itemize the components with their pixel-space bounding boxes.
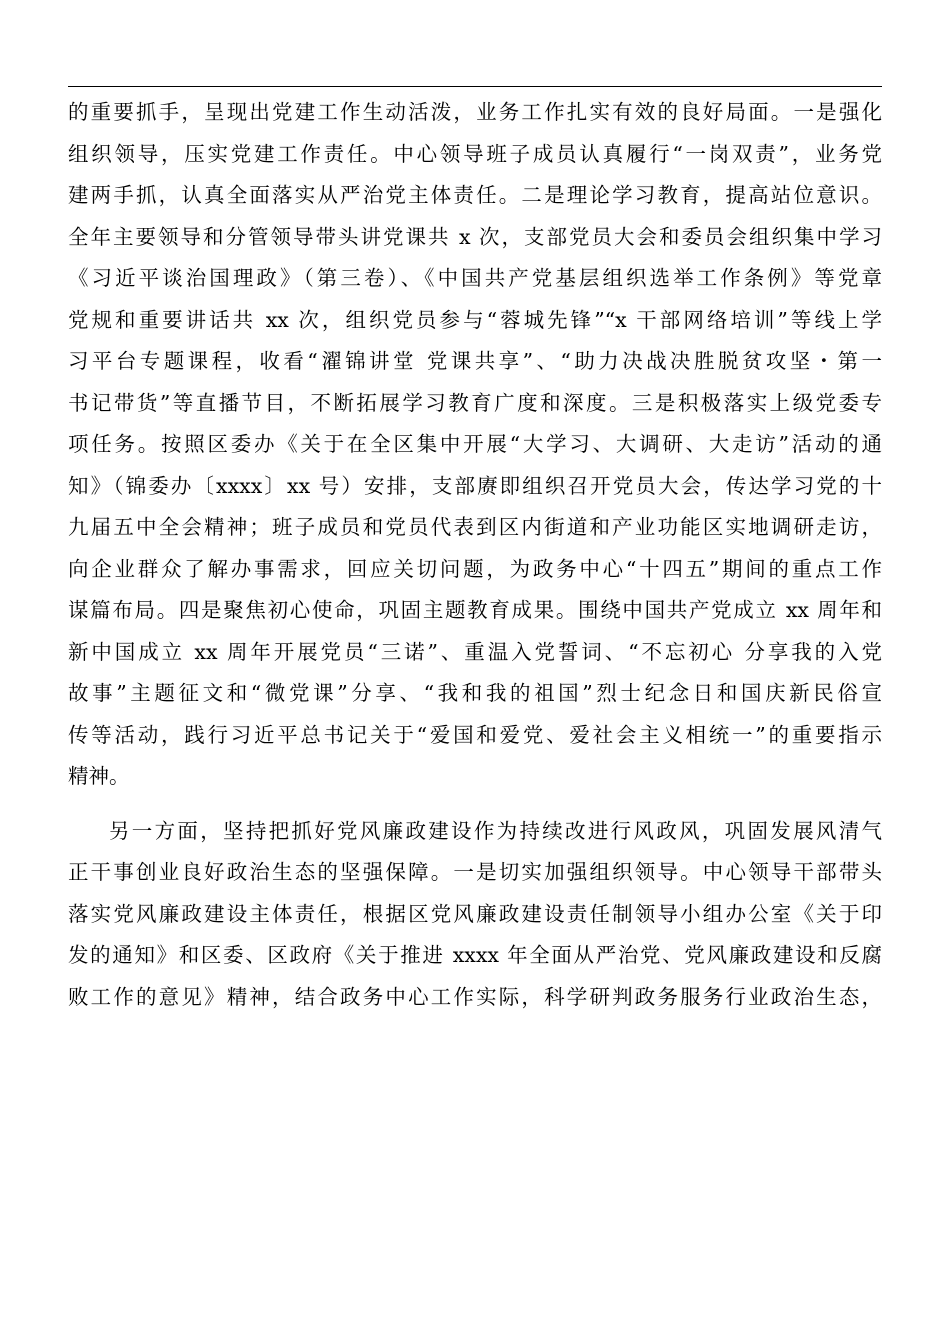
text-line: 新中国成立 xx 周年开展党员“三诺”、重温入党誓词、“不忘初心 分享我的入党 — [68, 639, 882, 664]
text-line: 正干事创业良好政治生态的坚强保障。一是切实加强组织领导。中心领导干部带头 — [68, 860, 882, 884]
text-line: 的重要抓手，呈现出党建工作生动活泼，业务工作扎实有效的良好局面。一是强化 — [68, 100, 882, 124]
text-line: 书记带货”等直播节目，不断拓展学习教育广度和深度。三是积极落实上级党委专 — [68, 390, 882, 415]
text-line: 败工作的意见》精神，结合政务中心工作实际，科学研判政务服务行业政治生态， — [68, 984, 882, 1009]
text-line: 《习近平谈治国理政》（第三卷）、《中国共产党基层组织选举工作条例》等党章 — [68, 266, 882, 290]
paragraph-2 — [68, 811, 882, 1019]
text-line: 传等活动，践行习近平总书记关于“爱国和爱党、爱社会主义相统一”的重要指示 — [68, 722, 882, 747]
text-line: 落实党风廉政建设主体责任，根据区党风廉政建设责任制领导小组办公室《关于印 — [68, 901, 882, 926]
paragraph-gap — [68, 798, 882, 811]
text-line: 习平台专题课程，收看“濯锦讲堂 党课共享”、“助力决战决胜脱贫攻坚・第一 — [68, 349, 882, 373]
text-line: 党规和重要讲话共 xx 次，组织党员参与“蓉城先锋”“x 干部网络培训”等线上学 — [68, 307, 882, 332]
text-line: 建两手抓，认真全面落实从严治党主体责任。二是理论学习教育，提高站位意识。 — [68, 183, 882, 207]
body-text — [68, 92, 882, 1018]
text-line: 知》（锦委办〔xxxx〕xx 号）安排，支部赓即组织召开党员大会，传达学习党的十 — [68, 473, 882, 498]
text-line: 全年主要领导和分管领导带头讲党课共 x 次，支部党员大会和委员会组织集中学习 — [68, 224, 882, 249]
paragraph-1 — [68, 92, 882, 798]
text-line: 故事”主题征文和“微党课”分享、“我和我的祖国”烈士纪念日和国庆新民俗宣 — [68, 681, 882, 705]
text-line: 发的通知》和区委、区政府《关于推进 xxxx 年全面从严治党、党风廉政建设和反腐 — [68, 943, 882, 967]
text-line: 向企业群众了解办事需求，回应关切问题，为政务中心“十四五”期间的重点工作 — [68, 556, 882, 581]
text-line: 组织领导，压实党建工作责任。中心领导班子成员认真履行“一岗双责”，业务党 — [68, 141, 882, 166]
text-line: 项任务。按照区委办《关于在全区集中开展“大学习、大调研、大走访”活动的通 — [68, 432, 882, 456]
text-line: 精神。 — [68, 764, 130, 788]
text-line: 另一方面，坚持把抓好党风廉政建设作为持续改进行风政风，巩固发展风清气 — [109, 818, 882, 843]
text-line: 九届五中全会精神；班子成员和党员代表到区内街道和产业功能区实地调研走访， — [68, 515, 882, 539]
text-line: 谋篇布局。四是聚焦初心使命，巩固主题教育成果。围绕中国共产党成立 xx 周年和 — [68, 598, 882, 622]
header-rule — [68, 86, 882, 87]
